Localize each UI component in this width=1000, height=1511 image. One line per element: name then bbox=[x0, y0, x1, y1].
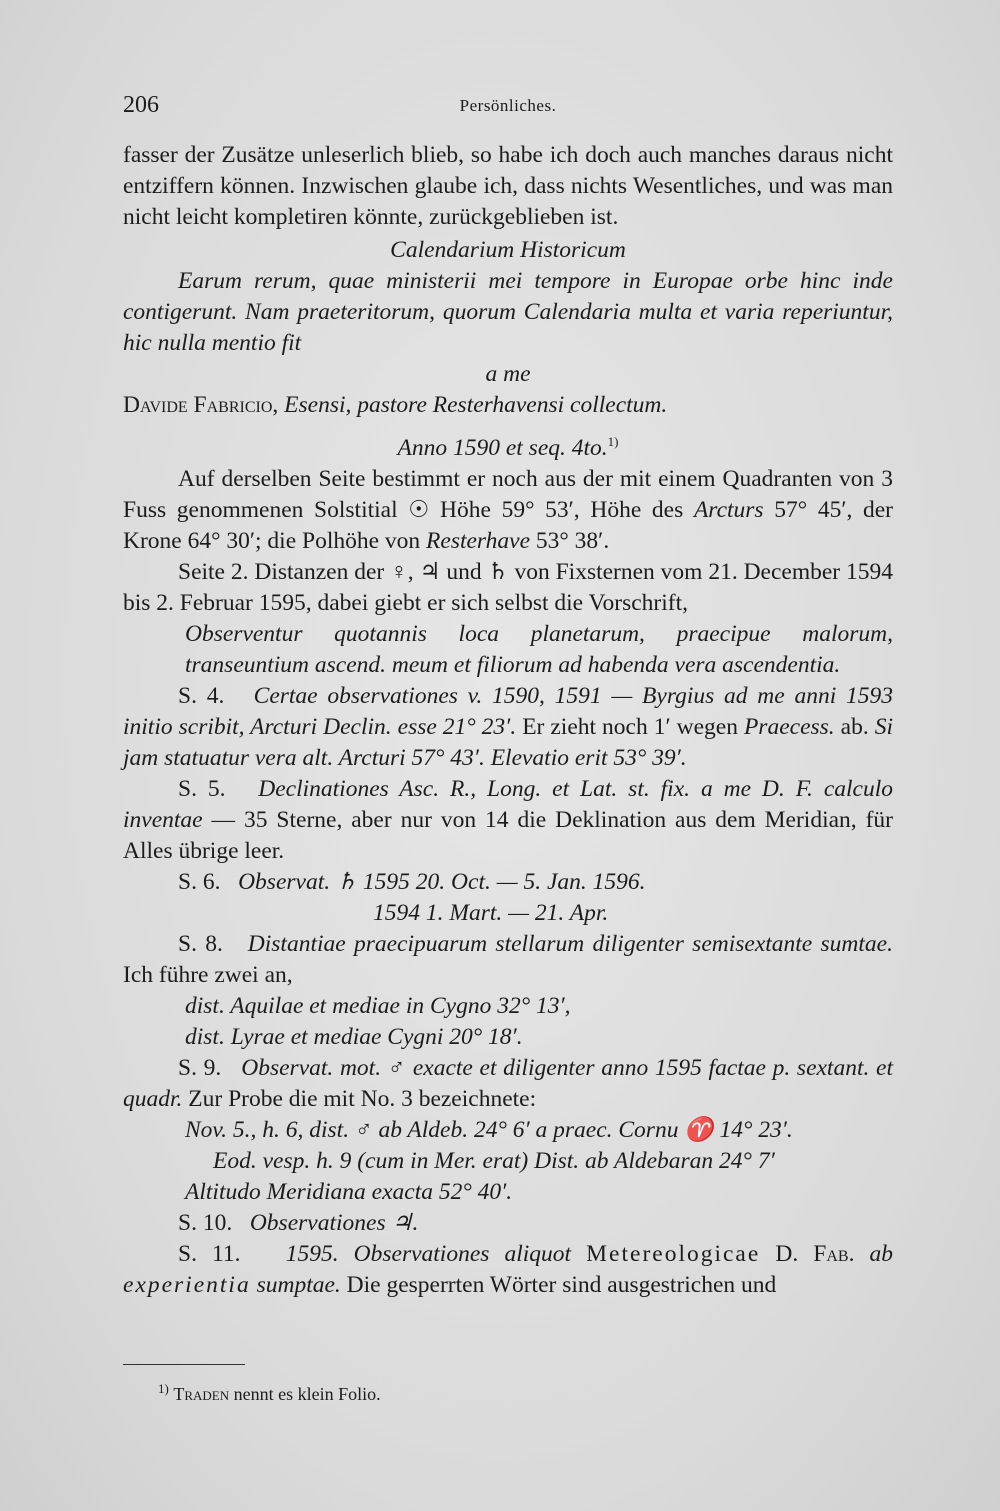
paragraph-s11: S. 11. 1595. Observationes aliquot Metereologicae D. Fab. ab experientia sumptae. Die gesperrten Wörter sind ausgestrichen und bbox=[123, 1241, 894, 1298]
running-head: Persönliches. bbox=[459, 96, 557, 115]
quote-lyrae: dist. Lyrae et mediae Cygni 20° 18′. bbox=[185, 1024, 523, 1050]
author-place: Esensi, pastore Resterhavensi collectum. bbox=[284, 392, 668, 418]
page-header bbox=[123, 92, 893, 122]
calendarium-date: Anno 1590 et seq. 4to. bbox=[397, 435, 608, 461]
quote-altitudo: Altitudo Meridiana exacta 52° 40′. bbox=[185, 1179, 513, 1205]
calendarium-author-line bbox=[123, 390, 893, 421]
paragraph-s8: S. 8. Distantiae praecipuarum stellarum diligenter semisextante sumtae. Ich führe zwei an, bbox=[123, 931, 893, 988]
footnote-text: nennt es klein Folio. bbox=[233, 1384, 381, 1404]
calendarium-date-line bbox=[123, 433, 893, 464]
footnote-divider bbox=[123, 1364, 245, 1365]
paragraph-s4: S. 4. Certae observationes v. 1590, 1591 — Byrgius ad me anni 1593 initio scribit, Arcturi Declin. esse 21° 23′. Er zieht noch 1′ wegen Praecess. ab. Si jam statuatur vera alt. Arcturi 57° 43′. Elevatio erit 53° 39′. bbox=[123, 683, 894, 771]
quote-eod-vesp: Eod. vesp. h. 9 (cum in Mer. erat) Dist. ab Aldebaran 24° 7′ bbox=[213, 1148, 775, 1174]
calendarium-a-me: a me bbox=[485, 361, 531, 387]
paragraph-s6-second: 1594 1. Mart. — 21. Apr. bbox=[373, 900, 609, 926]
page-number: 206 bbox=[123, 92, 159, 118]
footnote-marker: 1) bbox=[158, 1381, 169, 1396]
paragraph-seite-2: Seite 2. Distanzen der ♀, ♃ und ♄ von Fixsternen vom 21. December 1594 bis 2. Februar 1595, dabei giebt er sich selbst die Vorschrift, bbox=[123, 559, 894, 616]
paragraph-s9: S. 9. Observat. mot. ♂ exacte et diligenter anno 1595 factae p. sextant. et quadr. Zur Probe die mit No. 3 bezeichnete: bbox=[123, 1055, 893, 1112]
quote-observentur: Observentur quotannis loca planetarum, praecipue malorum, transeuntium ascend. meum et filiorum ad habenda vera ascendentia. bbox=[185, 621, 893, 678]
quote-aquilae: dist. Aquilae et mediae in Cygno 32° 13′, bbox=[185, 993, 571, 1019]
paragraph-s6: S. 6. Observat. ♄ 1595 20. Oct. — 5. Jan. 1596. bbox=[178, 869, 646, 895]
calendarium-title: Calendarium Historicum bbox=[390, 237, 626, 263]
body-text bbox=[123, 140, 893, 1301]
footnote bbox=[158, 1381, 381, 1405]
paragraph-solstitial: Auf derselben Seite bestimmt er noch aus der mit einem Quadranten von 3 Fuss genommenen Solstitial ☉ Höhe 59° 53′, Höhe des Arcturs 57° 45′, der Krone 64° 30′; die Polhöhe von Resterhave 53° 38′. bbox=[123, 466, 894, 554]
author-name: Davide Fabricio, bbox=[123, 392, 279, 418]
paragraph-s5: S. 5. Declinationes Asc. R., Long. et Lat. st. fix. a me D. F. calculo inventae — 35 Sterne, aber nur von 14 die Deklination aus dem Meridian, für Alles übrige leer. bbox=[123, 776, 894, 864]
quote-nov-5: Nov. 5., h. 6, dist. ♂ ab Aldeb. 24° 6′ a praec. Cornu ♈ 14° 23′. bbox=[185, 1117, 793, 1143]
paragraph-s10: S. 10. Observationes ♃. bbox=[178, 1210, 419, 1236]
footnote-author: Traden bbox=[173, 1384, 230, 1404]
paragraph-intro: fasser der Zusätze unleserlich blieb, so habe ich doch auch manches daraus nicht entziffern können. Inzwischen glaube ich, dass nichts Wesentliches, und was man nicht leicht kompletiren könnte, zurückgeblieben ist. bbox=[123, 142, 893, 230]
footnote-ref: 1) bbox=[607, 434, 619, 450]
calendarium-description: Earum rerum, quae ministerii mei tempore in Europae orbe hinc inde contigerunt. Nam praeteritorum, quorum Calendaria multa et varia reperiuntur, hic nulla mentio fit bbox=[123, 268, 893, 356]
